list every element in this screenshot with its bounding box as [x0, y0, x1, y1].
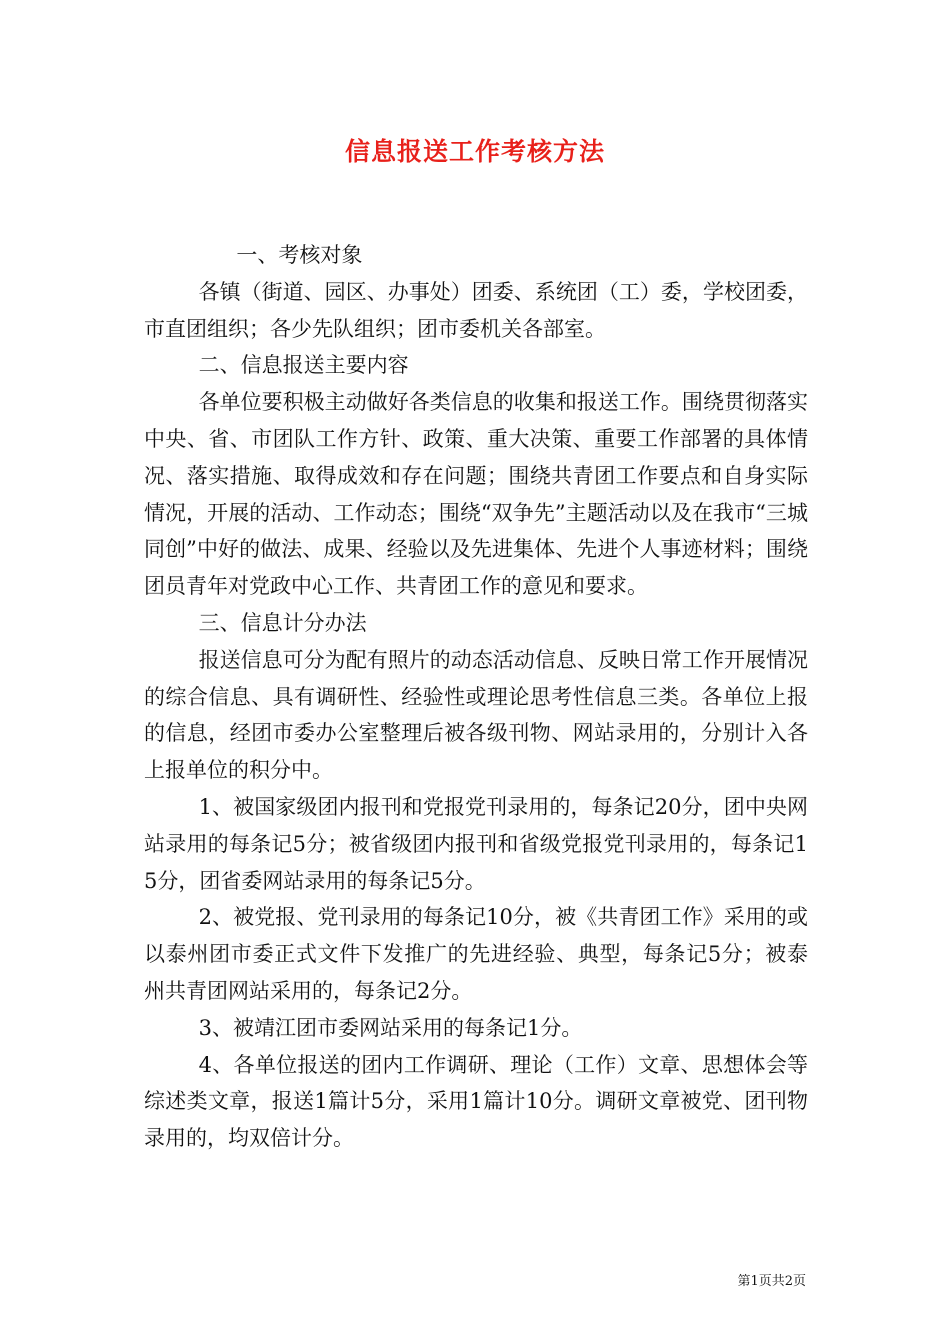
document-body	[144, 237, 808, 1157]
paragraph-scoring-item-4: 4、各单位报送的团内工作调研、理论（工作）文章、思想体会等综述类文章，报送1篇计5分，采用1篇计10分。调研文章被党、团刊物录用的，均双倍计分。	[144, 1052, 808, 1151]
paragraph-scoring-item-2: 2、被党报、党刊录用的每条记10分，被《共青团工作》采用的或以泰州团市委正式文件下发推广的先进经验、典型，每条记5分；被泰州共青团网站采用的，每条记2分。	[144, 905, 808, 1003]
paragraph-scoring-intro: 报送信息可分为配有照片的动态活动信息、反映日常工作开展情况的综合信息、具有调研性、经验性或理论思考性信息三类。各单位上报的信息，经团市委办公室整理后被各级刊物、网站录用的，分别计入各上报单位的积分中。	[144, 647, 808, 783]
page-number: 第1页共2页	[737, 1274, 806, 1289]
paragraph-scoring-item-1: 1、被国家级团内报刊和党报党刊录用的，每条记20分，团中央网站录用的每条记5分；被省级团内报刊和省级党报党刊录用的，每条记15分，团省委网站录用的每条记5分。	[144, 794, 808, 893]
paragraph-content: 各单位要积极主动做好各类信息的收集和报送工作。围绕贯彻落实中央、省、市团队工作方针、政策、重大决策、重要工作部署的具体情况、落实措施、取得成效和存在问题；围绕共青团工作要点和自身实际情况，开展的活动、工作动态；围绕“双争先”主题活动以及在我市“三城同创”中好的做法、成果、经验以及先进集体、先进个人事迹材料；围绕团员青年对党政中心工作、共青团工作的意见和要求。	[144, 390, 808, 599]
paragraph-target-units: 各镇（街道、园区、办事处）团委、系统团（工）委，学校团委，市直团组织；各少先队组织；团市委机关各部室。	[144, 279, 808, 341]
section-heading-scoring: 三、信息计分办法	[198, 610, 367, 635]
section-heading-content: 二、信息报送主要内容	[198, 353, 409, 378]
paragraph-scoring-item-3: 3、被靖江团市委网站采用的每条记1分。	[198, 1015, 583, 1040]
document-title: 信息报送工作考核方法	[344, 137, 605, 166]
section-heading-target: 一、考核对象	[236, 243, 363, 267]
